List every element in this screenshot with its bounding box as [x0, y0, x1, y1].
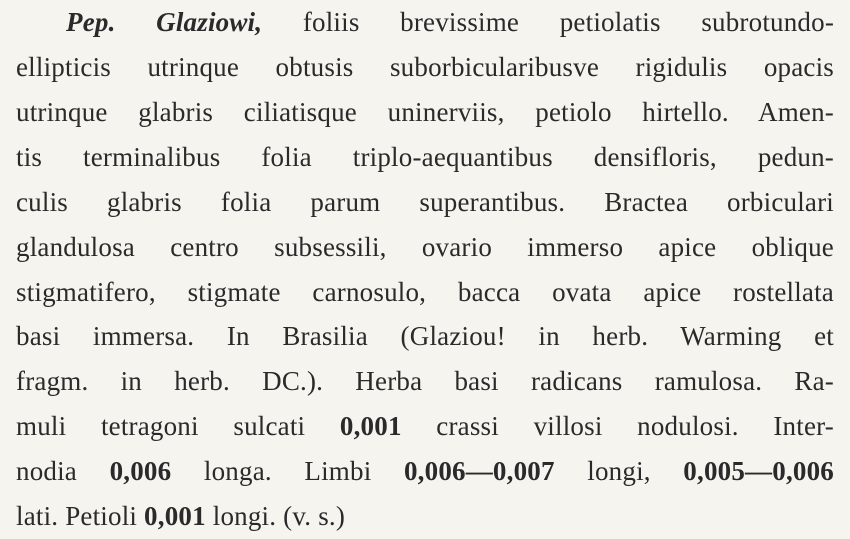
- measurement: 0,006—0,007: [403, 456, 555, 486]
- text-line: [16, 47, 834, 87]
- text-span: basi immersa. In Brasilia (Glaziou! in herb. Warming et: [16, 321, 834, 351]
- text-line: [16, 451, 834, 491]
- text-span: glandulosa centro subsessili, ovario immerso apice oblique: [16, 232, 834, 262]
- text-span: fragm. in herb. DC.). Herba basi radicans ramulosa. Ra-: [16, 366, 834, 396]
- text-line: [16, 496, 834, 536]
- text-line: [16, 227, 834, 267]
- text-line: [16, 361, 834, 401]
- text-line: [66, 2, 834, 42]
- text-span: longa. Limbi: [171, 456, 404, 486]
- text-span: muli tetragoni sulcati: [16, 411, 340, 441]
- text-line: [16, 182, 834, 222]
- text-span: crassi villosi nodulosi. Inter-: [401, 411, 834, 441]
- text-line: [16, 92, 834, 132]
- text-line: [16, 406, 834, 446]
- measurement: 0,001: [339, 411, 402, 441]
- text-span: utrinque glabris ciliatisque uninerviis, petiolo hirtello. Amen-: [16, 97, 834, 127]
- text-span: ellipticis utrinque obtusis suborbicularibusve rigidulis opacis: [16, 52, 834, 82]
- text-span: foliis brevissime petiolatis subrotundo-: [262, 7, 835, 37]
- text-span: lati. Petioli: [16, 501, 145, 531]
- text-span: longi. (v. s.): [205, 501, 346, 531]
- measurement: 0,006: [109, 456, 172, 486]
- measurement: 0,001: [144, 501, 206, 531]
- measurement: 0,005—0,006: [683, 456, 834, 486]
- text-line: [16, 272, 834, 312]
- text-span: tis terminalibus folia triplo-aequantibus densifloris, pedun-: [16, 142, 834, 172]
- text-span: culis glabris folia parum superantibus. Bractea orbiculari: [16, 187, 834, 217]
- text-span: nodia: [16, 456, 110, 486]
- species-name: Pep. Glaziowi,: [66, 7, 263, 37]
- text-span: longi,: [554, 456, 684, 486]
- text-line: [16, 316, 834, 356]
- text-span: stigmatifero, stigmate carnosulo, bacca ovata apice rostellata: [16, 277, 834, 307]
- text-line: [16, 137, 834, 177]
